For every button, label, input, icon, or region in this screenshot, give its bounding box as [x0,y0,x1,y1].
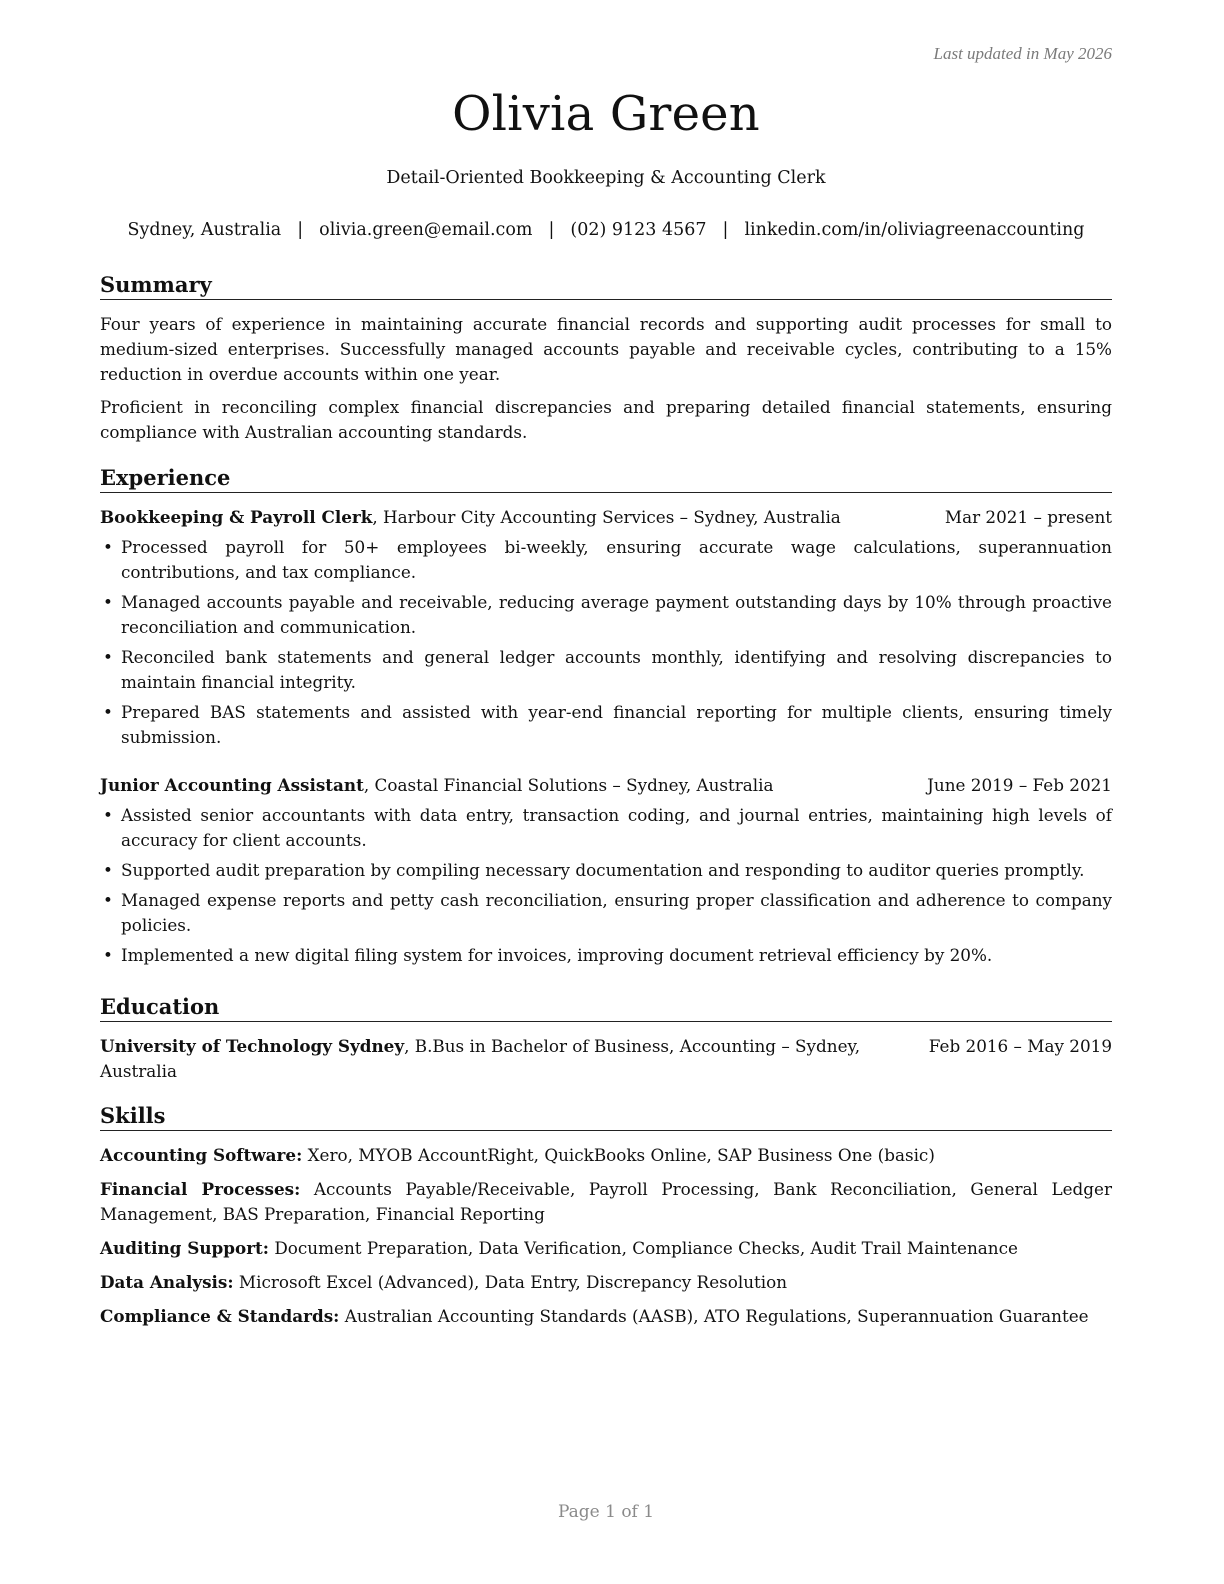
job-header [100,773,1112,798]
list-item [100,535,1112,585]
skill-value: Accounts Payable/Receivable, Payroll Processing, Bank Reconciliation, General Ledger Management, BAS Preparation, Financial Reporting [100,1179,1112,1224]
list-item [100,700,1112,750]
list-item [100,943,1112,968]
experience-section [100,465,1112,968]
job-dates: Mar 2021 – present [944,507,1112,527]
skill-label: Compliance & Standards: [100,1306,340,1326]
bullet-text: Reconciled bank statements and general ledger accounts monthly, identifying and resolving discrepancies to maintain financial integrity. [121,647,1112,692]
contact-linkedin-link[interactable]: linkedin.com/in/oliviagreenaccounting [744,220,1085,240]
skill-line [100,1236,1112,1261]
bullet-text: Managed expense reports and petty cash reconciliation, ensuring proper classification and adherence to company policies. [121,890,1112,935]
bullet-text: Managed accounts payable and receivable, reducing average payment outstanding days by 10% through proactive reconciliation and communication. [121,592,1112,637]
bullet-icon: • [103,647,113,667]
section-title-skills: Skills [100,1103,1112,1131]
job-role: Junior Accounting Assistant [100,775,364,795]
job-entry [100,505,1112,750]
education-school: University of Technology Sydney [100,1036,405,1056]
skills-section [100,1103,1112,1329]
skill-line [100,1177,1112,1227]
job-header [100,505,1112,530]
education-degree: , B.Bus in Bachelor of Business, Accounting – Sydney, Australia [100,1036,861,1081]
section-title-experience: Experience [100,465,1112,493]
bullet-icon: • [103,890,113,910]
job-bullets [100,535,1112,750]
contact-separator: | [297,220,304,240]
skill-line [100,1304,1112,1329]
bullet-icon: • [103,805,113,825]
job-role-company [100,505,841,530]
bullet-text: Processed payroll for 50+ employees bi-weekly, ensuring accurate wage calculations, superannuation contributions, and tax compliance. [121,537,1112,582]
education-school-degree [100,1034,890,1084]
contact-phone: (02) 9123 4567 [570,220,707,240]
contact-location: Sydney, Australia [127,220,282,240]
education-entry [100,1034,1112,1084]
job-role: Bookkeeping & Payroll Clerk [100,507,373,527]
job-company: , Coastal Financial Solutions – Sydney, Australia [363,775,774,795]
job-role-company [100,773,774,798]
skill-value: Microsoft Excel (Advanced), Data Entry, Discrepancy Resolution [233,1272,788,1292]
education-section [100,994,1112,1084]
section-title-summary: Summary [100,272,1112,300]
bullet-icon: • [103,702,113,722]
job-entry [100,773,1112,968]
list-item [100,803,1112,853]
summary-paragraph: Proficient in reconciling complex financial discrepancies and preparing detailed financial statements, ensuring compliance with Australian accounting standards. [100,397,1112,442]
skill-label: Accounting Software: [100,1145,303,1165]
last-updated-note: Last updated in May 2026 [933,44,1112,63]
skill-label: Auditing Support: [100,1238,270,1258]
contact-separator: | [548,220,555,240]
contact-line [100,220,1112,240]
education-dates: Feb 2016 – May 2019 [928,1036,1112,1056]
summary-paragraph: Four years of experience in maintaining accurate financial records and supporting audit processes for small to medium-sized enterprises. Successfully managed accounts payable and receivable cycles, contributing to a 15% reduction in overdue accounts within one year. [100,314,1112,384]
skill-label: Financial Processes: [100,1179,301,1199]
skill-value: Xero, MYOB AccountRight, QuickBooks Online, SAP Business One (basic) [302,1145,935,1165]
contact-separator: | [722,220,729,240]
bullet-icon: • [103,592,113,612]
skill-value: Document Preparation, Data Verification, Compliance Checks, Audit Trail Maintenance [269,1238,1018,1258]
bullet-icon: • [103,860,113,880]
contact-email-link[interactable]: olivia.green@email.com [319,220,533,240]
candidate-headline: Detail-Oriented Bookkeeping & Accounting Clerk [386,168,826,188]
candidate-name: Olivia Green [452,86,760,142]
summary-section [100,272,1112,445]
list-item [100,858,1112,883]
bullet-text: Assisted senior accountants with data entry, transaction coding, and journal entries, maintaining high levels of accuracy for client accounts. [121,805,1112,850]
job-company: , Harbour City Accounting Services – Sydney, Australia [372,507,841,527]
list-item [100,590,1112,640]
section-title-education: Education [100,994,1112,1022]
skill-label: Data Analysis: [100,1272,234,1292]
skill-line [100,1143,1112,1168]
skill-line [100,1270,1112,1295]
job-bullets [100,803,1112,968]
bullet-text: Supported audit preparation by compiling necessary documentation and responding to auditor queries promptly. [121,860,1085,880]
bullet-text: Prepared BAS statements and assisted with year-end financial reporting for multiple clients, ensuring timely submission. [121,702,1112,747]
resume-page [100,0,1112,1584]
skill-value: Australian Accounting Standards (AASB), ATO Regulations, Superannuation Guarantee [339,1306,1089,1326]
bullet-text: Implemented a new digital filing system for invoices, improving document retrieval efficiency by 20%. [121,945,993,965]
bullet-icon: • [103,537,113,557]
job-dates: June 2019 – Feb 2021 [927,775,1112,795]
list-item [100,888,1112,938]
bullet-icon: • [103,945,113,965]
page-number: Page 1 of 1 [557,1502,655,1522]
list-item [100,645,1112,695]
